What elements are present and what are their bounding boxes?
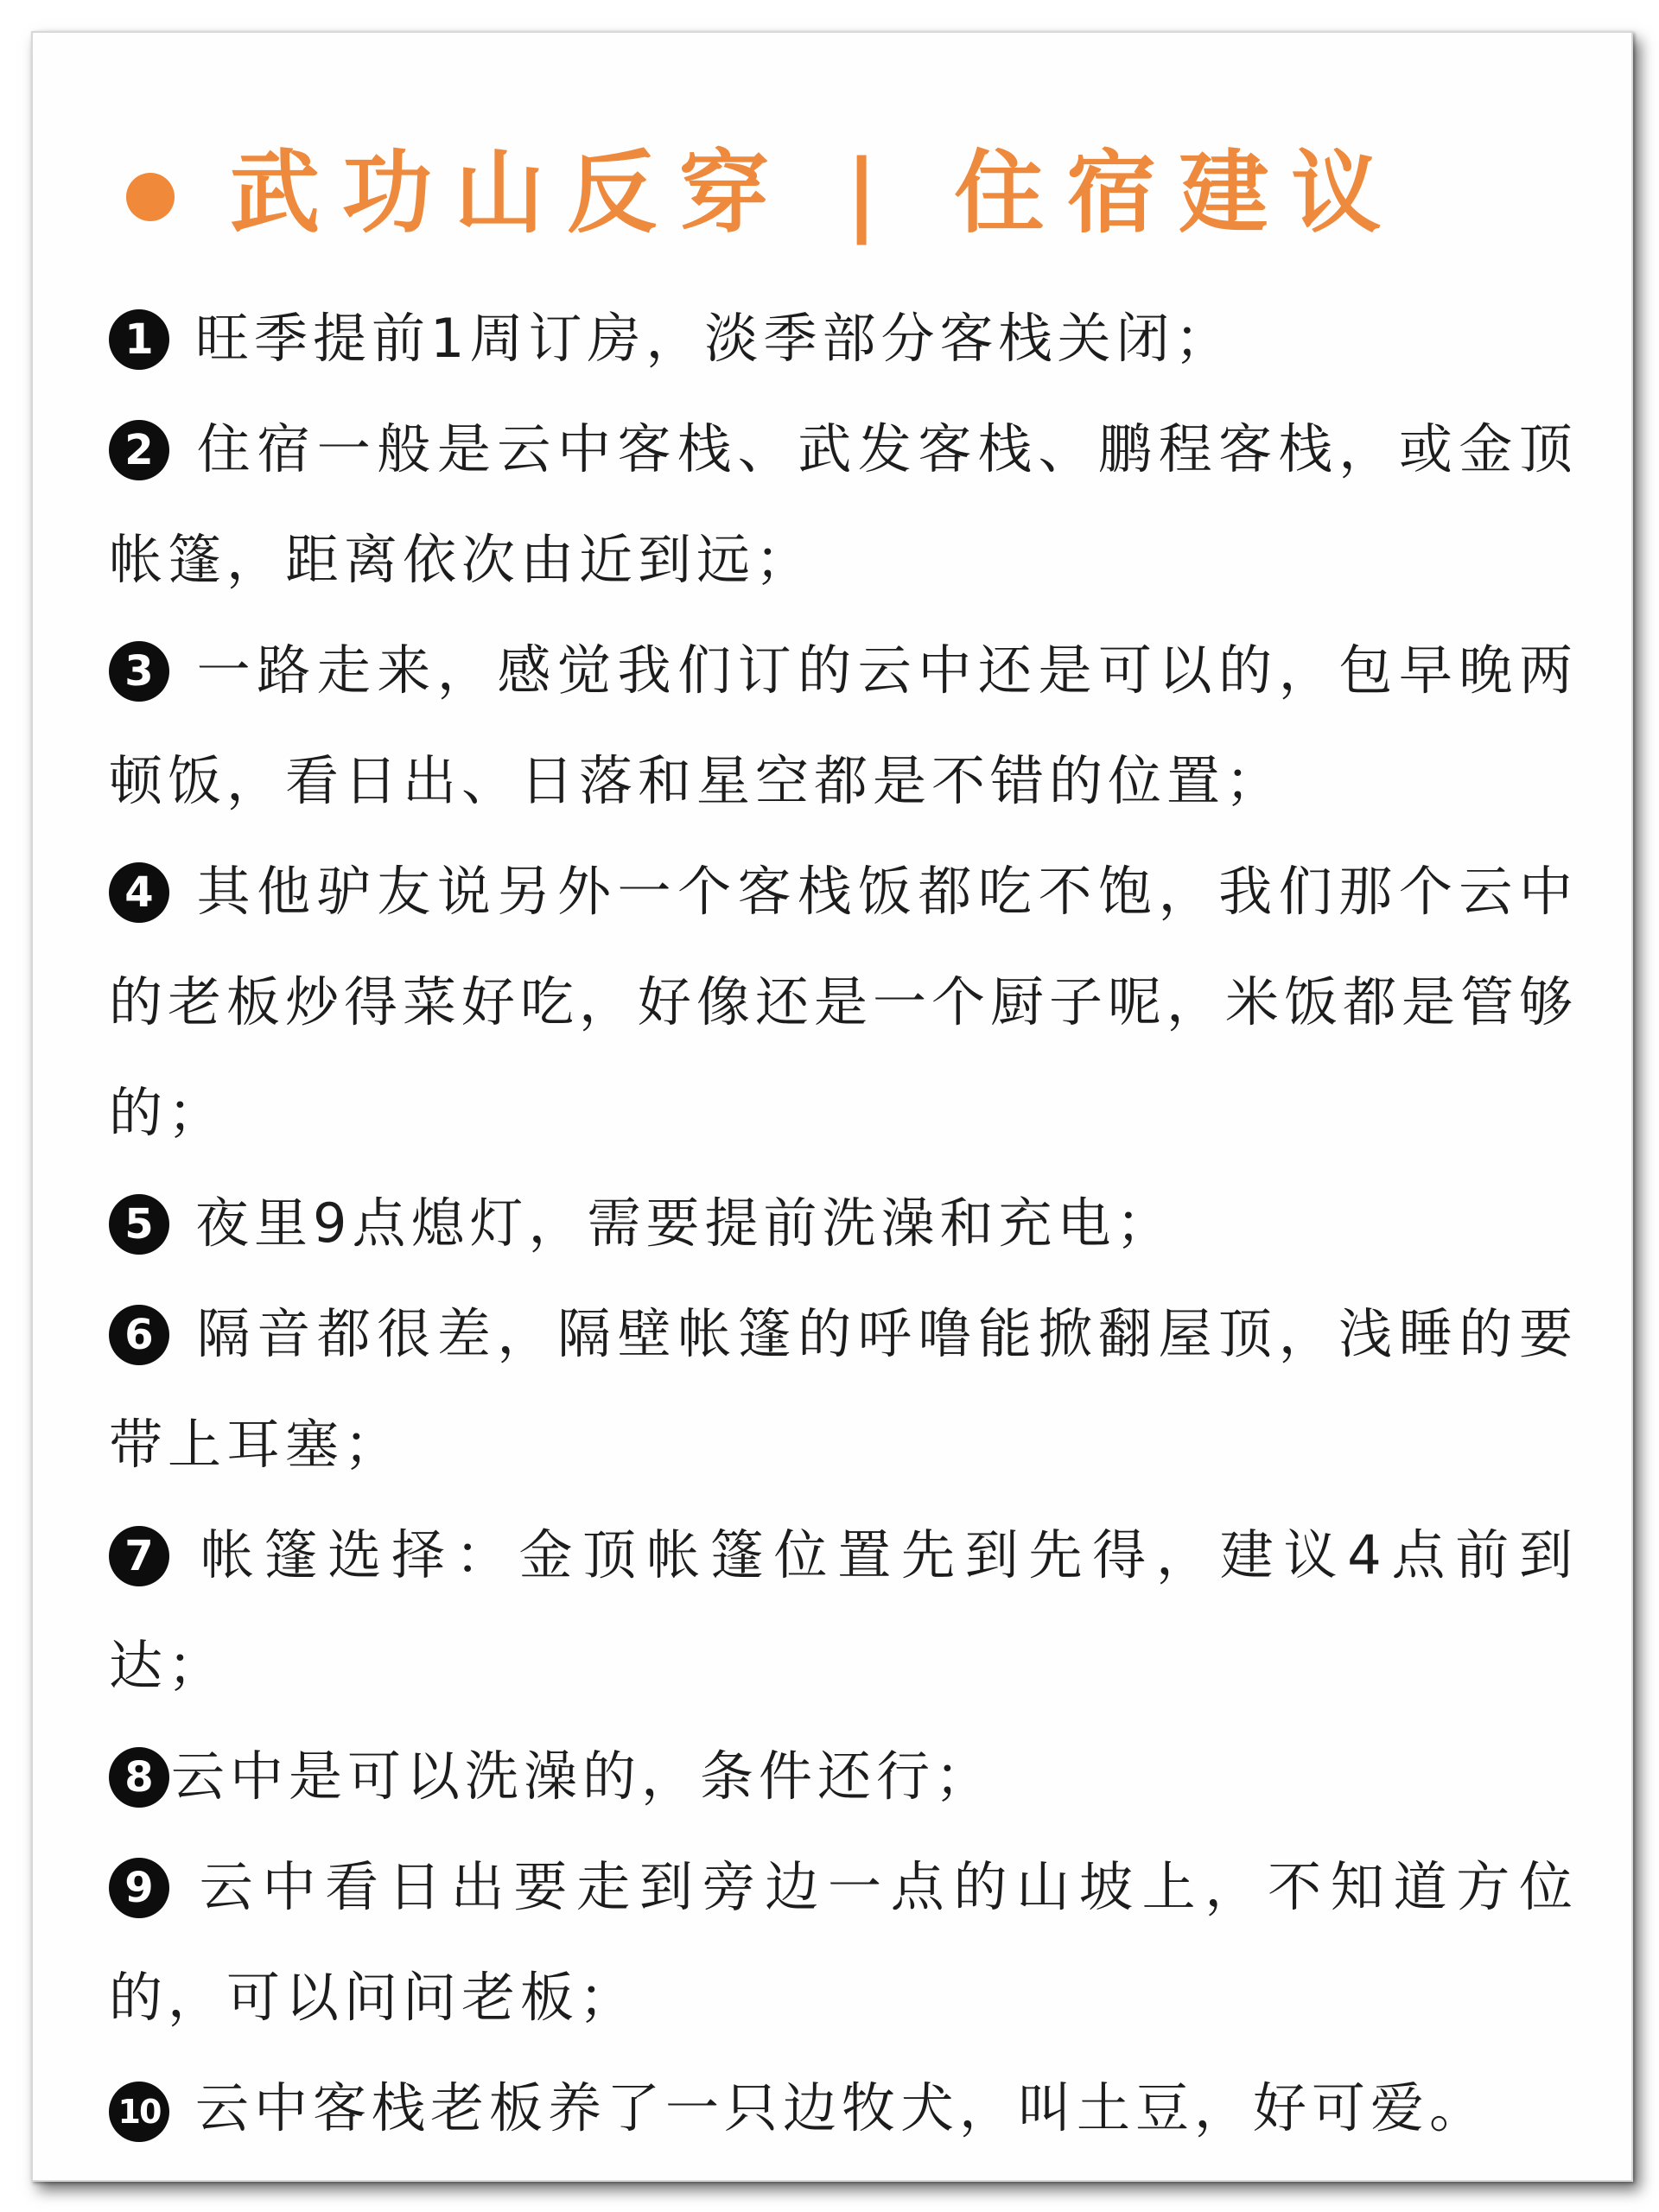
list-item (109, 1721, 1578, 1832)
number-badge-icon: 8 (109, 1747, 169, 1808)
number-badge-icon: 1 (109, 309, 169, 370)
list-item (109, 283, 1578, 394)
item-text: 隔音都很差，隔壁帐篷的呼噜能掀翻屋顶，浅睡的要带上耳塞； (109, 1302, 1578, 1476)
number-badge-icon: 4 (109, 862, 169, 923)
item-text: 其他驴友说另外一个客栈饭都吃不饱，我们那个云中的老板炒得菜好吃，好像还是一个厨子呢，米饭都是管够的； (109, 860, 1579, 1144)
item-text: 帐篷选择：金顶帐篷位置先到先得，建议4点前到达； (109, 1523, 1578, 1697)
number-badge-icon: 7 (109, 1526, 169, 1586)
number-badge-icon: 10 (109, 2082, 169, 2142)
item-text: 云中客栈老板养了一只边牧犬，叫土豆，好可爱。 (195, 2076, 1489, 2139)
list-item (109, 615, 1578, 836)
list-item (109, 1832, 1578, 2053)
list-item (109, 1500, 1578, 1721)
list-item (109, 1279, 1578, 1500)
content-card (31, 31, 1633, 2182)
tips-list (109, 283, 1578, 2164)
number-badge-icon: 3 (109, 641, 169, 702)
list-item (109, 2053, 1578, 2164)
page-title: 武功山反穿 | 住宿建议 (230, 139, 1404, 245)
number-badge-icon: 6 (109, 1305, 169, 1365)
item-text: 云中是可以洗澡的，条件还行； (171, 1745, 995, 1808)
item-text: 云中看日出要走到旁边一点的山坡上，不知道方位的，可以问问老板； (109, 1855, 1578, 2029)
list-item (109, 836, 1578, 1168)
title-row (33, 137, 1631, 249)
item-text: 住宿一般是云中客栈、武发客栈、鹏程客栈，或金顶帐篷，距离依次由近到远； (109, 417, 1578, 591)
list-item (109, 1168, 1578, 1279)
item-text: 旺季提前1周订房，淡季部分客栈关闭； (195, 307, 1234, 370)
list-item (109, 394, 1578, 615)
number-badge-icon: 9 (109, 1858, 169, 1918)
item-text: 夜里9点熄灯，需要提前洗澡和充电； (195, 1192, 1175, 1255)
title-bullet-icon (126, 173, 175, 221)
item-text: 一路走来，感觉我们订的云中还是可以的，包早晚两顿饭，看日出、日落和星空都是不错的位置； (109, 639, 1578, 812)
number-badge-icon: 5 (109, 1194, 169, 1255)
number-badge-icon: 2 (109, 420, 169, 480)
